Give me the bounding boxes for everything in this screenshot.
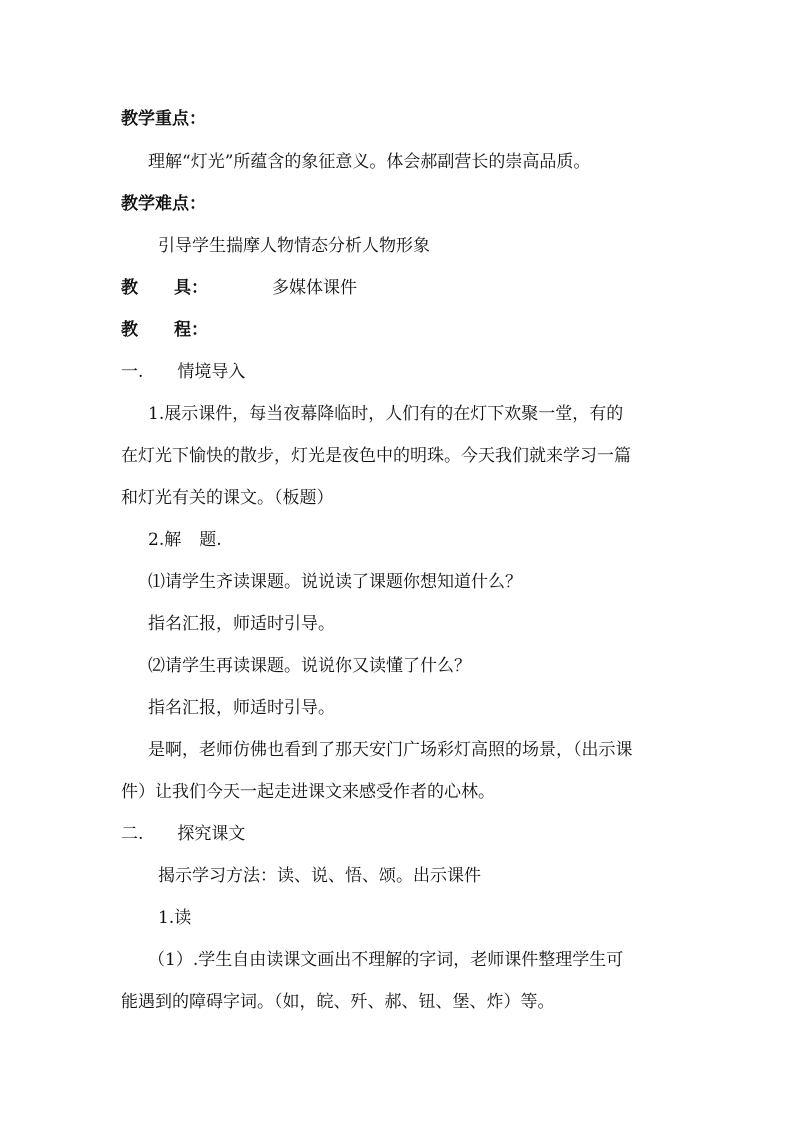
read-item-1-line-1: （1）.学生自由读课文画出不理解的字词，老师课件整理学生可 bbox=[148, 950, 624, 970]
teaching-focus-text: 理解“灯光”所蕴含的象征意义。体会郝副营长的崇高品质。 bbox=[148, 152, 591, 172]
heading-teaching-focus: 教学重点： bbox=[121, 109, 206, 129]
question-2: ⑵请学生再读课题。说说你又读懂了什么？ bbox=[148, 656, 471, 676]
teaching-process-label-b: 程： bbox=[174, 320, 208, 340]
paragraph-3-line-2: 件）让我们今天一起走进课文来感受作者的心林。 bbox=[121, 782, 495, 802]
teaching-difficulty-text: 引导学生揣摩人物情态分析人物形象 bbox=[158, 236, 430, 256]
question-2-note: 指名汇报，师适时引导。 bbox=[148, 698, 335, 718]
teaching-tools-value: 多媒体课件 bbox=[272, 278, 357, 298]
read-label: 1.读 bbox=[158, 908, 192, 928]
section-1-heading bbox=[121, 361, 245, 383]
teaching-tools-label-b: 具： bbox=[174, 278, 208, 298]
section-1-number: 一. bbox=[121, 362, 144, 382]
section-1-title: 情境导入 bbox=[177, 362, 246, 382]
question-1: ⑴请学生齐读课题。说说读了课题你想知道什么？ bbox=[148, 572, 522, 592]
question-1-note: 指名汇报，师适时引导。 bbox=[148, 614, 335, 634]
read-item-1-line-2: 能遇到的障碍字词。（如，皖、歼、郝、钮、堡、炸）等。 bbox=[121, 992, 555, 1012]
step-2-label-b: 题. bbox=[199, 530, 222, 550]
section-2-title: 探究课文 bbox=[177, 824, 246, 844]
teaching-tools-label-a: 教 bbox=[121, 278, 138, 298]
teaching-process-row bbox=[121, 319, 208, 341]
section-2-heading bbox=[121, 823, 245, 845]
section-2-number: 二. bbox=[121, 824, 144, 844]
paragraph-1-line-1: 1.展示课件，每当夜幕降临时，人们有的在灯下欢聚一堂，有的 bbox=[148, 404, 624, 424]
paragraph-1-line-2: 在灯光下愉快的散步，灯光是夜色中的明珠。今天我们就来学习一篇 bbox=[121, 446, 631, 466]
method-text: 揭示学习方法：读、说、悟、颂。出示课件 bbox=[158, 866, 481, 886]
teaching-tools-row bbox=[121, 277, 357, 299]
step-2-heading bbox=[148, 529, 222, 551]
heading-teaching-difficulty: 教学难点： bbox=[121, 194, 206, 214]
teaching-process-label-a: 教 bbox=[121, 320, 138, 340]
paragraph-1-line-3: 和灯光有关的课文。（板题） bbox=[121, 488, 334, 508]
step-2-label-a: 2.解 bbox=[148, 530, 182, 550]
paragraph-3-line-1: 是啊，老师仿佛也看到了那天安门广场彩灯高照的场景，（出示课 bbox=[148, 740, 633, 760]
